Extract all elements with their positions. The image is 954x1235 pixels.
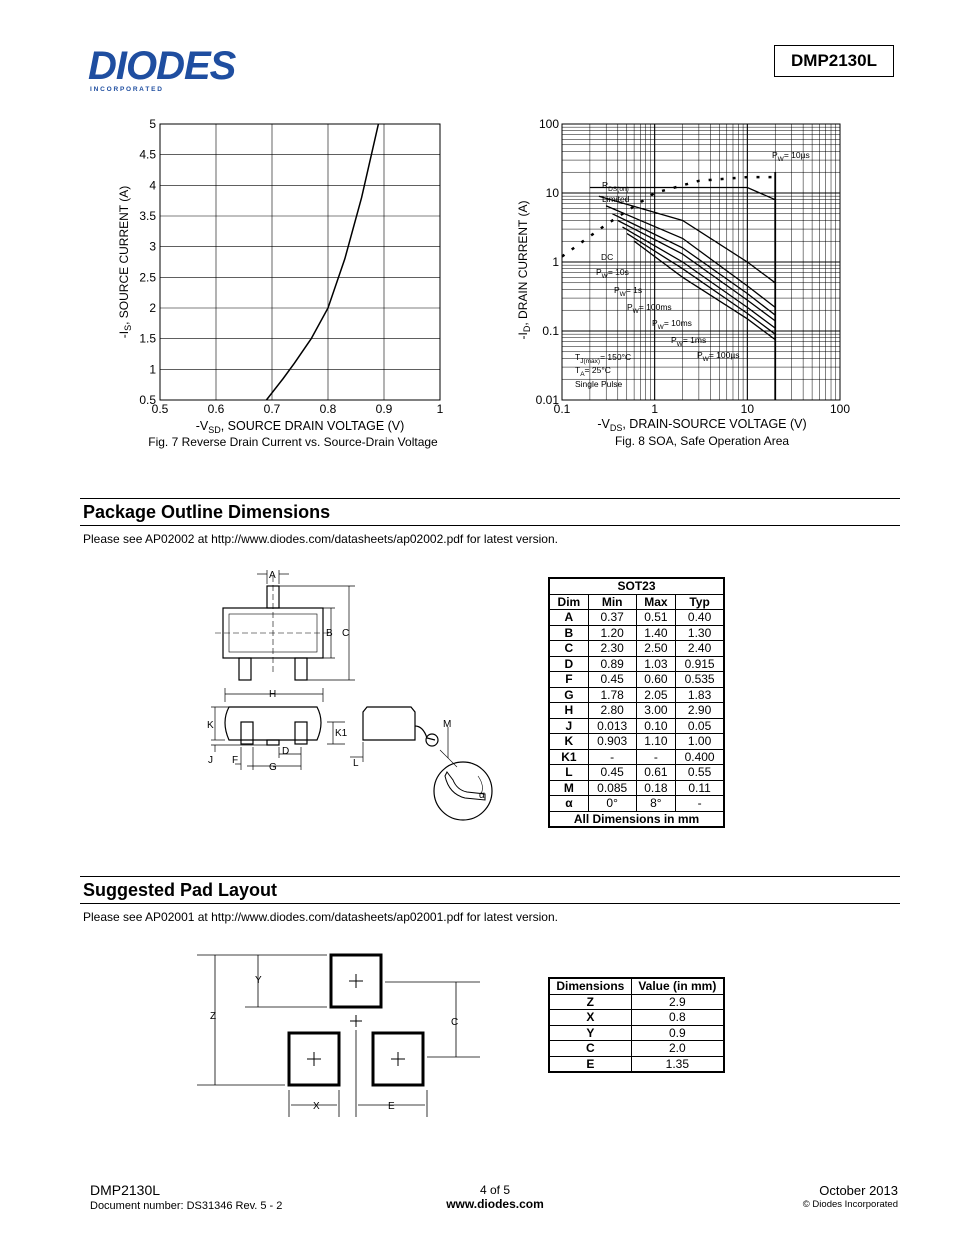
pw1s-label: $P_W= 1s$ [614, 285, 643, 298]
table-cell: 0.013 [588, 718, 636, 734]
table-footer: All Dimensions in mm [550, 811, 724, 827]
table-row [550, 796, 724, 812]
sot23-outline-drawing [195, 562, 505, 824]
table-cell: 0.55 [676, 765, 724, 781]
table-row [550, 994, 724, 1010]
pad-dimension-labels [210, 975, 458, 1112]
x-tick-label: 100 [829, 402, 851, 416]
table-cell: 1.20 [588, 625, 636, 641]
col-header: Dimensions [550, 979, 632, 995]
table-cell: 0.45 [588, 765, 636, 781]
dim-label-j: J [208, 755, 213, 766]
table-row [550, 718, 724, 734]
dim-label-c: C [342, 628, 350, 639]
table-cell: 2.0 [631, 1041, 723, 1057]
table-row [550, 703, 724, 719]
table-row [550, 672, 724, 688]
table-cell: - [676, 796, 724, 812]
y-tick-label: 3.5 [139, 209, 156, 223]
dim-label-h: H [269, 689, 277, 700]
table-cell: 2.90 [676, 703, 724, 719]
series-line-2 [627, 233, 775, 334]
table-cell: 0.400 [676, 749, 724, 765]
package-note: Please see AP02002 at http://www.diodes.com/datasheets/ap02002.pdf for latest version. [83, 532, 558, 546]
table-cell: F [550, 672, 589, 688]
table-cell: 0.8 [631, 1010, 723, 1026]
diodes-logo [88, 46, 263, 94]
y-tick-label: 2.5 [139, 270, 156, 285]
y-tick-label: 2 [149, 301, 156, 315]
footer-date: October 2013 [819, 1183, 898, 1198]
table-row [550, 1056, 724, 1072]
fig7-series-line [266, 124, 378, 400]
table-cell: 1.03 [636, 656, 676, 672]
fig8-x-label: $-V_{DS}$, DRAIN-SOURCE VOLTAGE (V) [597, 417, 807, 433]
y-tick-label: 1 [552, 255, 559, 269]
table-cell: 0.18 [636, 780, 676, 796]
footer-part: DMP2130L [90, 1182, 161, 1198]
table-row [550, 780, 724, 796]
col-header: Value (in mm) [631, 979, 723, 995]
y-tick-label: 5 [149, 117, 156, 131]
fig7-x-ticks [152, 402, 444, 416]
x-tick-label: 0.7 [263, 402, 281, 416]
table-cell: 0.40 [676, 610, 724, 626]
table-cell: D [550, 656, 589, 672]
table-cell: Y [550, 1025, 632, 1041]
table-cell: 0.60 [636, 672, 676, 688]
table-cell: E [550, 1056, 632, 1072]
y-tick-label: 0.01 [535, 393, 559, 407]
pad-section-title: Suggested Pad Layout [80, 876, 900, 904]
fig8-x-ticks [554, 402, 851, 416]
table-cell: H [550, 703, 589, 719]
table-row [550, 1041, 724, 1057]
dim-label-alpha: α [479, 790, 485, 801]
pw10us-label: $P_W= 10\mu s$ [772, 150, 810, 163]
y-tick-label: 3 [149, 239, 156, 254]
fig7-y-ticks [139, 117, 156, 407]
dim-label-g: G [269, 762, 277, 773]
col-header: Dim [550, 594, 589, 610]
table-cell: 1.83 [676, 687, 724, 703]
x-tick-label: 1 [436, 402, 444, 416]
table-cell: X [550, 1010, 632, 1026]
table-cell: K [550, 734, 589, 750]
dim-label-k1: K1 [335, 728, 348, 739]
pad-label-z: Z [210, 1011, 217, 1022]
table-cell: 0.10 [636, 718, 676, 734]
table-cell: 0.89 [588, 656, 636, 672]
fig8-y-ticks [536, 117, 560, 407]
logo-wordmark: DIODES [88, 46, 236, 88]
table-cell: 2.30 [588, 641, 636, 657]
dim-label-b: B [326, 628, 333, 639]
table-cell: 1.10 [636, 734, 676, 750]
table-cell: Z [550, 994, 632, 1010]
table-cell: 1.00 [676, 734, 724, 750]
dim-label-d: D [282, 746, 290, 757]
fig7-x-label: $-V_{SD}$, SOURCE DRAIN VOLTAGE (V) [195, 419, 405, 435]
fig7-chart [100, 115, 470, 455]
pw100ms-label: $P_W= 100ms$ [627, 302, 672, 315]
dc-label: DC [601, 252, 614, 262]
table-cell: 8° [636, 796, 676, 812]
pw10ms-label: $P_W= 10ms$ [652, 318, 692, 331]
x-tick-label: 0.6 [207, 402, 225, 416]
table-cell: 1.30 [676, 625, 724, 641]
table-row [550, 749, 724, 765]
ta-label: $T_A= 25^\circ C$ [575, 365, 611, 378]
pad-layout-drawing [195, 945, 495, 1125]
table-cell: 0.11 [676, 780, 724, 796]
pw100us-label: $P_W= 100\mu s$ [697, 350, 740, 363]
x-tick-label: 0.1 [553, 402, 571, 416]
pad-label-c: C [451, 1017, 459, 1028]
table-cell: 0.51 [636, 610, 676, 626]
tj-label: $T_{J(max)}= 150^\circ C$ [575, 352, 632, 365]
table-cell: L [550, 765, 589, 781]
pin-right [295, 658, 307, 680]
table-cell: 2.50 [636, 641, 676, 657]
y-tick-label: 4.5 [139, 147, 156, 162]
table-row [550, 734, 724, 750]
col-header: Max [636, 594, 676, 610]
y-tick-label: 100 [538, 117, 559, 131]
table-cell: - [636, 749, 676, 765]
table-cell: 1.35 [631, 1056, 723, 1072]
sot23-dimension-table [549, 578, 724, 827]
table-row [550, 656, 724, 672]
rds-limited-label: Limited [602, 194, 630, 204]
table-cell: 2.9 [631, 994, 723, 1010]
table-cell: J [550, 718, 589, 734]
table-row [550, 641, 724, 657]
pad-label-e: E [388, 1101, 395, 1112]
table-cell: 0° [588, 796, 636, 812]
table-cell: - [588, 749, 636, 765]
table-cell: 0.45 [588, 672, 636, 688]
package-body-end [363, 707, 415, 740]
pad-dimension-table [549, 978, 724, 1072]
table-cell: 0.37 [588, 610, 636, 626]
fig8-caption: Fig. 8 SOA, Safe Operation Area [614, 434, 790, 448]
table-cell: 2.80 [588, 703, 636, 719]
y-tick-label: 0.5 [139, 393, 156, 407]
table-cell: 1.78 [588, 687, 636, 703]
table-cell: α [550, 796, 589, 812]
table-cell: 2.40 [676, 641, 724, 657]
table-cell: M [550, 780, 589, 796]
y-tick-label: 0.1 [542, 324, 559, 338]
table-cell: 0.535 [676, 672, 724, 688]
dim-label-a: A [269, 570, 276, 581]
x-tick-label: 0.5 [151, 402, 169, 416]
dim-label-f: F [232, 755, 239, 766]
fig7-caption: Fig. 7 Reverse Drain Current vs. Source-Drain Voltage [148, 435, 438, 449]
table-cell: 2.05 [636, 687, 676, 703]
fig7-y-label: $-I_S$, SOURCE CURRENT (A) [117, 185, 133, 339]
table-cell: K1 [550, 749, 589, 765]
fig7-plot-frame [160, 124, 440, 400]
pad-label-y: Y [255, 975, 262, 986]
part-number-box: DMP2130L [774, 45, 894, 77]
y-tick-label: 1.5 [139, 331, 156, 346]
table-cell: 3.00 [636, 703, 676, 719]
x-tick-label: 0.8 [319, 402, 337, 416]
table-cell: B [550, 625, 589, 641]
table-cell: G [550, 687, 589, 703]
pw10s-label: $P_W= 10s$ [596, 267, 629, 280]
table-title: SOT23 [550, 579, 724, 595]
x-tick-label: 10 [740, 402, 755, 416]
dim-label-l: L [353, 758, 359, 769]
footer-page: 4 of 5 [479, 1183, 511, 1197]
col-header: Min [588, 594, 636, 610]
x-tick-label: 1 [651, 402, 659, 416]
pin-left [239, 658, 251, 680]
x-tick-label: 0.9 [375, 402, 393, 416]
fig8-y-label: $-I_D$, DRAIN CURRENT (A) [516, 200, 532, 340]
package-section-title: Package Outline Dimensions [80, 498, 900, 526]
table-cell: 0.61 [636, 765, 676, 781]
table-row [550, 1025, 724, 1041]
footer-docnum: Document number: DS31346 Rev. 5 - 2 [90, 1200, 283, 1212]
table-cell: C [550, 641, 589, 657]
table-cell: 0.903 [588, 734, 636, 750]
table-row [550, 765, 724, 781]
col-header: Typ [676, 594, 724, 610]
footer-url[interactable]: www.diodes.com [446, 1197, 544, 1211]
single-pulse-label: Single Pulse [575, 379, 623, 389]
dim-label-m: M [443, 719, 452, 730]
pad-label-x: X [313, 1101, 320, 1112]
footer-copyright: © Diodes Incorporated [802, 1199, 898, 1210]
pad-note: Please see AP02001 at http://www.diodes.com/datasheets/ap02001.pdf for latest version. [83, 910, 558, 924]
table-cell: 0.085 [588, 780, 636, 796]
fig8-chart [510, 115, 860, 455]
table-cell: 1.40 [636, 625, 676, 641]
table-row [550, 625, 724, 641]
dim-label-k: K [207, 720, 214, 731]
table-cell: 0.05 [676, 718, 724, 734]
table-cell: C [550, 1041, 632, 1057]
table-row [550, 687, 724, 703]
table-cell: A [550, 610, 589, 626]
table-cell: 0.9 [631, 1025, 723, 1041]
y-tick-label: 4 [149, 178, 156, 193]
table-row [550, 1010, 724, 1026]
table-row [550, 610, 724, 626]
table-cell: 0.915 [676, 656, 724, 672]
y-tick-label: 1 [149, 362, 156, 377]
logo-subtext: I N C O R P O R A T E D [90, 86, 162, 93]
y-tick-label: 10 [545, 186, 559, 200]
fig7-grid [160, 124, 440, 400]
pw1ms-label: $P_W= 1ms$ [671, 335, 707, 348]
rds-label: $R_{DS(on)}$ [602, 180, 629, 193]
